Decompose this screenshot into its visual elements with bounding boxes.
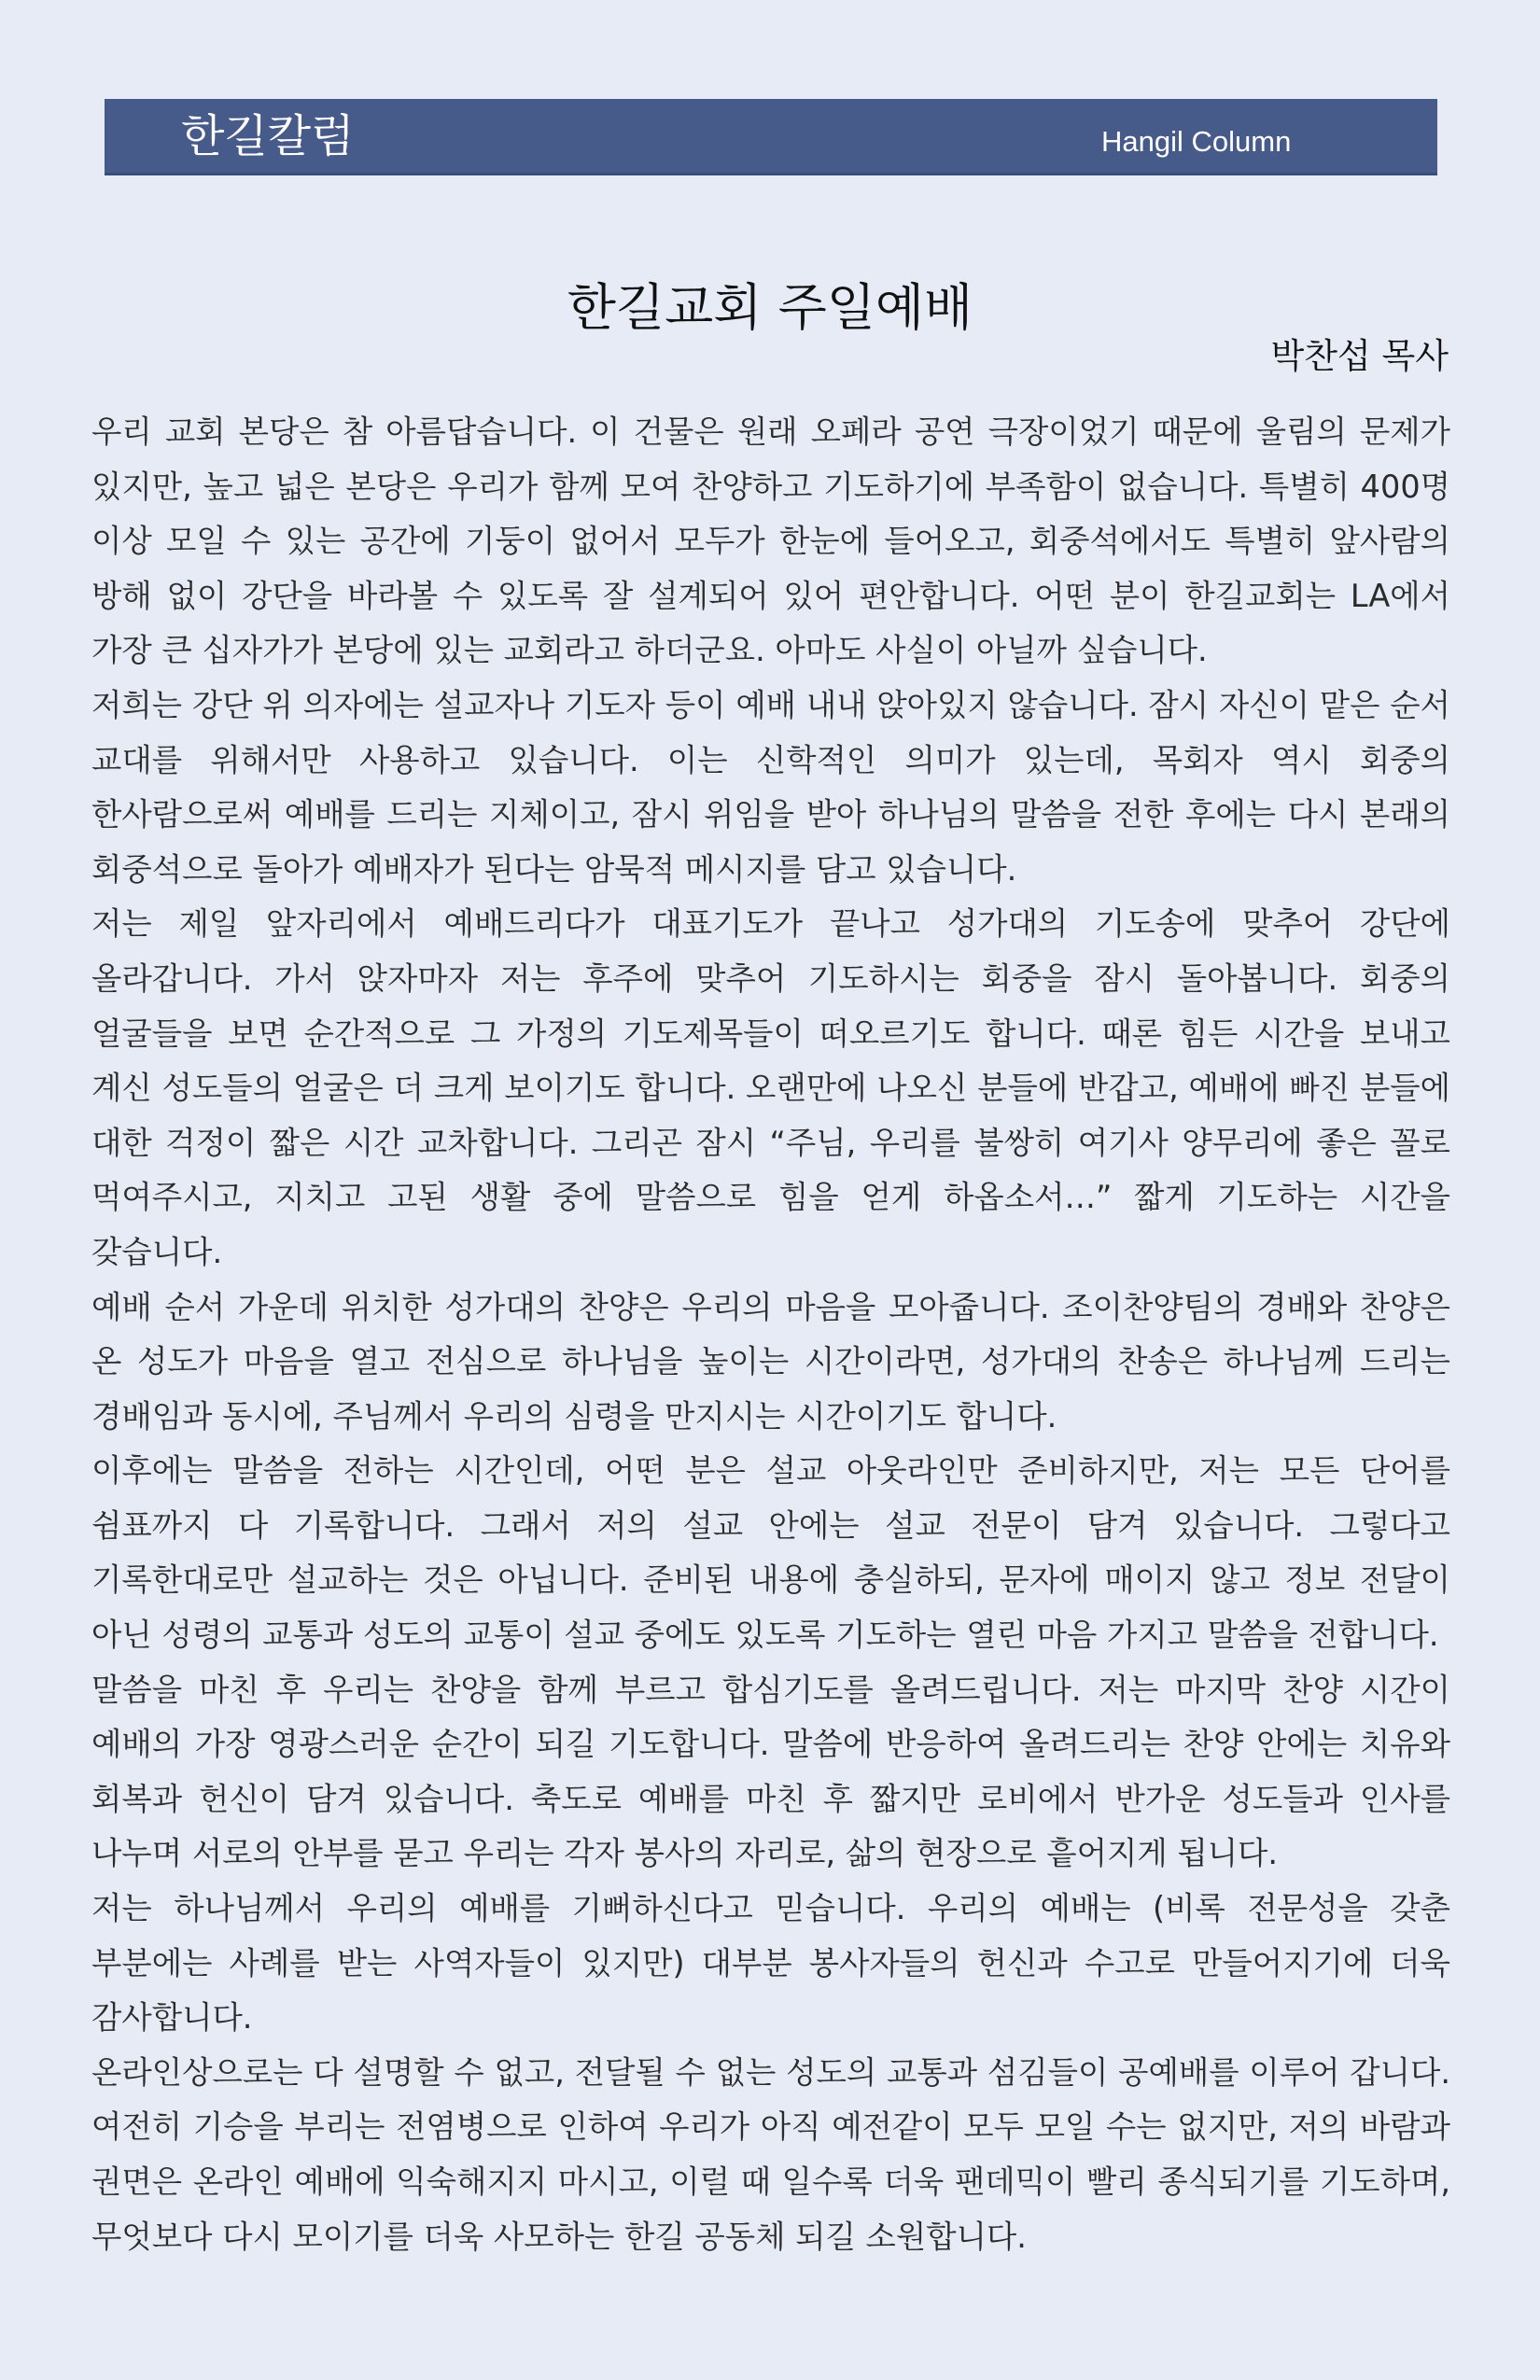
paragraph-6: 말씀을 마친 후 우리는 찬양을 함께 부르고 합심기도를 올려드립니다. 저는 마지막 찬양 시간이 예배의 가장 영광스러운 순간이 되길 기도합니다. 말씀에 반응하여 올려드리는 찬양 안에는 치유와 회복과 헌신이 담겨 있습니다. 축도로 예배를 마친 후 짧지만 로비에서 반가운 성도들과 인사를 나누며 서로의 안부를 묻고 우리는 각자 봉사의 자리로, 삶의 현장으로 흩어지게 됩니다. (91, 1671, 1450, 1872)
paragraph-3: 저는 제일 앞자리에서 예배드리다가 대표기도가 끝나고 성가대의 기도송에 맞추어 강단에 올라갑니다. 가서 앉자마자 저는 후주에 맞추어 기도하시는 회중을 잠시 돌아봅니다. 회중의 얼굴들을 보면 순간적으로 그 가정의 기도제목들이 떠오르기도 합니다. 때론 힘든 시간을 보내고 계신 성도들의 얼굴은 더 크게 보이기도 합니다. 오랜만에 나오신 분들에 반갑고, 예배에 빠진 분들에 대한 걱정이 짧은 시간 교차합니다. 그리곤 잠시 “주님, 우리를 불쌍히 여기사 양무리에 좋은 꼴로 먹여주시고, 지치고 고된 생활 중에 말씀으로 힘을 얻게 하옵소서…” 짧게 기도하는 시간을 갖습니다. (91, 905, 1450, 1270)
paragraph-1: 우리 교회 본당은 참 아름답습니다. 이 건물은 원래 오페라 공연 극장이었기 때문에 울림의 문제가 있지만, 높고 넓은 본당은 우리가 함께 모여 찬양하고 기도하기에 부족함이 없습니다. 특별히 400명 이상 모일 수 있는 공간에 기둥이 없어서 모두가 한눈에 들어오고, 회중석에서도 특별히 앞사람의 방해 없이 강단을 바라볼 수 있도록 잘 설계되어 있어 편안합니다. 어떤 분이 한길교회는 LA에서 가장 큰 십자가가 본당에 있는 교회라고 하더군요. 아마도 사실이 아닐까 싶습니다. (91, 413, 1450, 669)
column-subtitle: Hangil Column (1101, 125, 1292, 158)
article-author: 박찬섭 목사 (1270, 336, 1449, 376)
article-title: 한길교회 주일예배 (567, 278, 973, 337)
column-header-bar (105, 99, 1437, 175)
paragraph-4: 예배 순서 가운데 위치한 성가대의 찬양은 우리의 마음을 모아줍니다. 조이찬양팀의 경배와 찬양은 온 성도가 마음을 열고 전심으로 하나님을 높이는 시간이라면, 성가대의 찬송은 하나님께 드리는 경배임과 동시에, 주님께서 우리의 심령을 만지시는 시간이기도 합니다. (91, 1288, 1450, 1435)
paragraph-8: 온라인상으로는 다 설명할 수 없고, 전달될 수 없는 성도의 교통과 섬김들이 공예배를 이루어 갑니다. 여전히 기승을 부리는 전염병으로 인하여 우리가 아직 예전같이 모두 모일 수는 없지만, 저의 바람과 권면은 온라인 예배에 익숙해지지 마시고, 이럴 때 일수록 더욱 팬데믹이 빨리 종식되기를 기도하며, 무엇보다 다시 모이기를 더욱 사모하는 한길 공동체 되길 소원합니다. (91, 2053, 1450, 2255)
column-title: 한길칼럼 (181, 110, 355, 162)
paragraph-7: 저는 하나님께서 우리의 예배를 기뻐하신다고 믿습니다. 우리의 예배는 (비록 전문성을 갖춘 부분에는 사례를 받는 사역자들이 있지만) 대부분 봉사자들의 헌신과 수고로 만들어지기에 더욱 감사합니다. (91, 1890, 1450, 2037)
paragraph-2: 저희는 강단 위 의자에는 설교자나 기도자 등이 예배 내내 앉아있지 않습니다. 잠시 자신이 맡은 순서 교대를 위해서만 사용하고 있습니다. 이는 신학적인 의미가 있는데, 목회자 역시 회중의 한사람으로써 예배를 드리는 지체이고, 잠시 위임을 받아 하나님의 말씀을 전한 후에는 다시 본래의 회중석으로 돌아가 예배자가 된다는 암묵적 메시지를 담고 있습니다. (91, 686, 1450, 888)
article-body (91, 405, 1450, 2264)
paragraph-5: 이후에는 말씀을 전하는 시간인데, 어떤 분은 설교 아웃라인만 준비하지만, 저는 모든 단어를 쉼표까지 다 기록합니다. 그래서 저의 설교 안에는 설교 전문이 담겨 있습니다. 그렇다고 기록한대로만 설교하는 것은 아닙니다. 준비된 내용에 충실하되, 문자에 매이지 않고 정보 전달이 아닌 성령의 교통과 성도의 교통이 설교 중에도 있도록 기도하는 열린 마음 가지고 말씀을 전합니다. (91, 1452, 1450, 1654)
